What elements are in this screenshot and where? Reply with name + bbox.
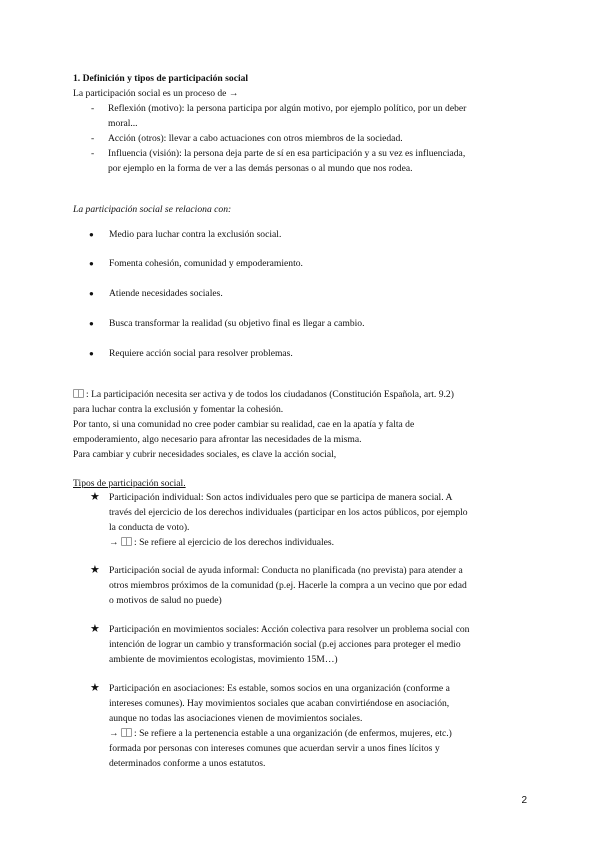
star-bullet: ★ [90, 623, 100, 635]
dash-marker: - [91, 103, 95, 114]
type-line: la conducta de voto). [109, 522, 190, 533]
types-heading: Tipos de participación social. [73, 478, 186, 489]
book-icon [73, 389, 84, 398]
paragraph-line: empoderamiento, algo necesario para afrontar las necesidades de la misma. [73, 434, 362, 445]
bullet-dot: ● [89, 319, 94, 328]
type-line: Participación individual: Son actos individuales pero que se participa de manera social. A [109, 492, 453, 503]
bullet-item: Atiende necesidades sociales. [109, 288, 223, 299]
paragraph-text: : La participación necesita ser activa y de todos los ciudadanos (Constitución Española, art. 9.2) [86, 389, 454, 400]
bullet-item: Busca transformar la realidad (su objetivo final es llegar a cambio. [109, 318, 365, 329]
bullet-dot: ● [89, 289, 94, 298]
paragraph-line: para luchar contra la exclusión y fomentar la cohesión. [73, 404, 284, 415]
dash-item-line: moral... [108, 118, 138, 129]
type-item-individual [109, 490, 529, 550]
dash-item-line: Reflexión (motivo): la persona participa por algún motivo, por ejemplo político, por un deber [108, 103, 467, 114]
arrow-icon: → [109, 537, 119, 548]
arrow-icon: → [109, 728, 119, 739]
section-title: 1. Definición y tipos de participación social [73, 73, 249, 84]
type-item-movimientos [109, 622, 529, 667]
type-item-ayuda-informal [109, 563, 529, 608]
bullet-item: Medio para luchar contra la exclusión social. [109, 229, 282, 240]
dash-marker: - [91, 133, 95, 144]
type-line: través del ejercicio de los derechos individuales (participar en los actos públicos, por ejemplo [109, 507, 468, 518]
bullet-dot: ● [89, 259, 94, 268]
type-line: intereses comunes). Hay movimientos sociales que acaban convirtiéndose en asociación, [109, 698, 450, 709]
paragraph-line: Por tanto, si una comunidad no cree poder cambiar su realidad, cae en la apatía y falta de [73, 419, 415, 430]
dash-item-accion [91, 131, 531, 146]
type-item-asociaciones [109, 681, 529, 771]
paragraph-line [73, 387, 454, 402]
paragraph-line: Para cambiar y cubrir necesidades sociales, es clave la acción social, [73, 449, 337, 460]
note-text: : Se refiere a la pertenencia estable a una organización (de enfermos, mujeres, etc.) [134, 728, 452, 739]
bullet-dot: ● [89, 230, 94, 239]
dash-item-line: por ejemplo en la forma de ver a las demás personas o al mundo que nos rodea. [108, 163, 413, 174]
type-line: determinados conforme a unos estatutos. [109, 758, 266, 769]
dash-item-line: Influencia (visión): la persona deja parte de sí en esa participación y a su vez es influenciada, [108, 148, 466, 159]
type-line: aunque no todas las asociaciones vienen de movimientos sociales. [109, 713, 363, 724]
intro-text: La participación social es un proceso de → [73, 88, 239, 99]
note-text: : Se refiere al ejercicio de los derechos individuales. [134, 537, 335, 548]
type-line: ambiente de movimientos ecologistas, movimiento 15M…) [109, 654, 338, 665]
type-note [109, 535, 529, 550]
dash-marker: - [91, 148, 95, 159]
type-note [109, 726, 529, 741]
book-icon [121, 728, 132, 737]
page-number: 2 [521, 795, 527, 806]
type-line: formada por personas con intereses comunes que acuerdan servir a unos fines lícitos y [109, 743, 440, 754]
star-bullet: ★ [90, 491, 100, 503]
type-line: intención de lograr un cambio y transformación social (p.ej acciones para proteger el medio [109, 639, 461, 650]
book-icon [121, 537, 132, 546]
relation-heading: La participación social se relaciona con: [73, 204, 232, 215]
type-line: Participación en asociaciones: Es estable, somos socios en una organización (conforme a [109, 683, 450, 694]
star-bullet: ★ [90, 682, 100, 694]
type-line: o motivos de salud no puede) [109, 595, 222, 606]
type-line: Participación social de ayuda informal: Conducta no planificada (no prevista) para atender a [109, 565, 463, 576]
type-line: otros miembros próximos de la comunidad (p.ej. Hacerle la compra a un vecino que por edad [109, 580, 467, 591]
star-bullet: ★ [90, 564, 100, 576]
type-line: Participación en movimientos sociales: Acción colectiva para resolver un problema social con [109, 624, 470, 635]
dash-item-line: Acción (otros): llevar a cabo actuaciones con otros miembros de la sociedad. [108, 133, 403, 144]
bullet-item: Fomenta cohesión, comunidad y empoderamiento. [109, 258, 303, 269]
bullet-item: Requiere acción social para resolver problemas. [109, 348, 293, 359]
dash-item-reflexion [91, 101, 531, 131]
bullet-dot: ● [89, 349, 94, 358]
dash-item-influencia [91, 146, 531, 176]
